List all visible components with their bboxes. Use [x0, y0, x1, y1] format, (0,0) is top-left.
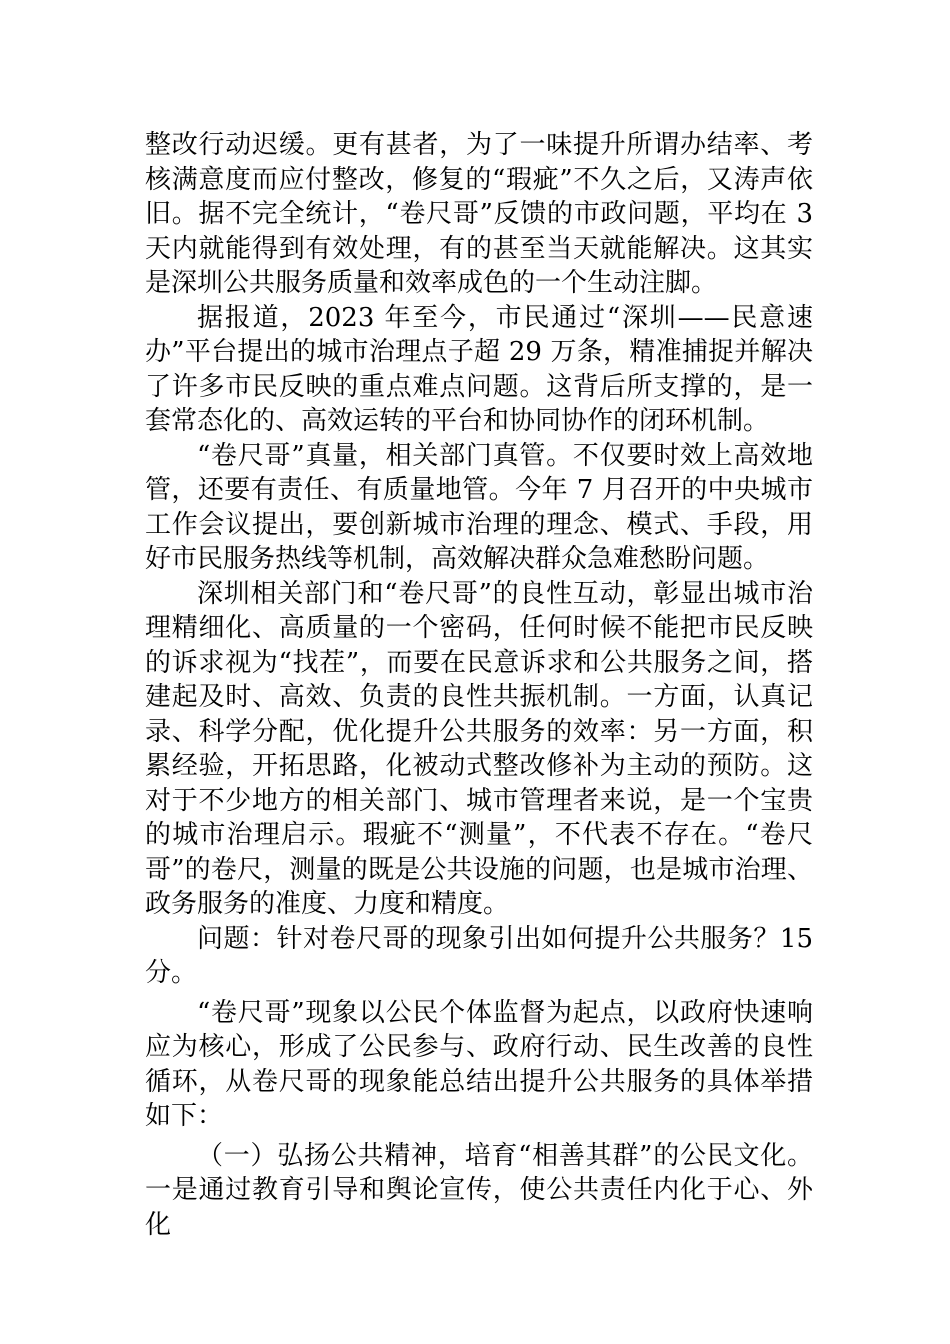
paragraph-measure-one: （一）弘扬公共精神，培育“相善其群”的公民文化。一是通过教育引导和舆论宣传，使公共责任内化于心、外化	[145, 1140, 813, 1240]
paragraph-question: 问题：针对卷尺哥的现象引出如何提升公共服务？15 分。	[145, 923, 813, 988]
paragraph-real-measure: “卷尺哥”真量，相关部门真管。不仅要时效上高效地管，还要有责任、有质量地管。今年 7 月召开的中央城市工作会议提出，要创新城市治理的理念、模式、手段，用好市民服务热线等机制，高效解决群众急难愁盼问题。	[145, 440, 813, 574]
paragraph-interaction: 深圳相关部门和“卷尺哥”的良性互动，彰显出城市治理精细化、高质量的一个密码，任何时候不能把市民反映的诉求视为“找茬”，而要在民意诉求和公共服务之间，搭建起及时、高效、负责的良性共振机制。一方面，认真记录、科学分配，优化提升公共服务的效率：另一方面，积累经验，开拓思路，化被动式整改修补为主动的预防。这对于不少地方的相关部门、城市管理者来说，是一个宝贵的城市治理启示。瑕疵不“测量”，不代表不存在。“卷尺哥”的卷尺，测量的既是公共设施的问题，也是城市治理、政务服务的准度、力度和精度。	[145, 578, 813, 919]
paragraph-platform-report: 据报道，2023 年至今，市民通过“深圳——民意速办”平台提出的城市治理点子超 29 万条，精准捕捉并解决了许多市民反映的重点难点问题。这背后所支撑的，是一套常态化的、高效运转的平台和协同协作的闭环机制。	[145, 302, 813, 436]
paragraph-answer-intro: “卷尺哥”现象以公民个体监督为起点，以政府快速响应为核心，形成了公民参与、政府行动、民生改善的良性循环，从卷尺哥的现象能总结出提升公共服务的具体举措如下：	[145, 997, 813, 1131]
document-body	[145, 128, 813, 1242]
paragraph-continuation: 整改行动迟缓。更有甚者，为了一味提升所谓办结率、考核满意度而应付整改，修复的“瑕疵”不久之后，又涛声依旧。据不完全统计，“卷尺哥”反馈的市政问题，平均在 3 天内就能得到有效处理，有的甚至当天就能解决。这其实是深圳公共服务质量和效率成色的一个生动注脚。	[145, 130, 813, 298]
